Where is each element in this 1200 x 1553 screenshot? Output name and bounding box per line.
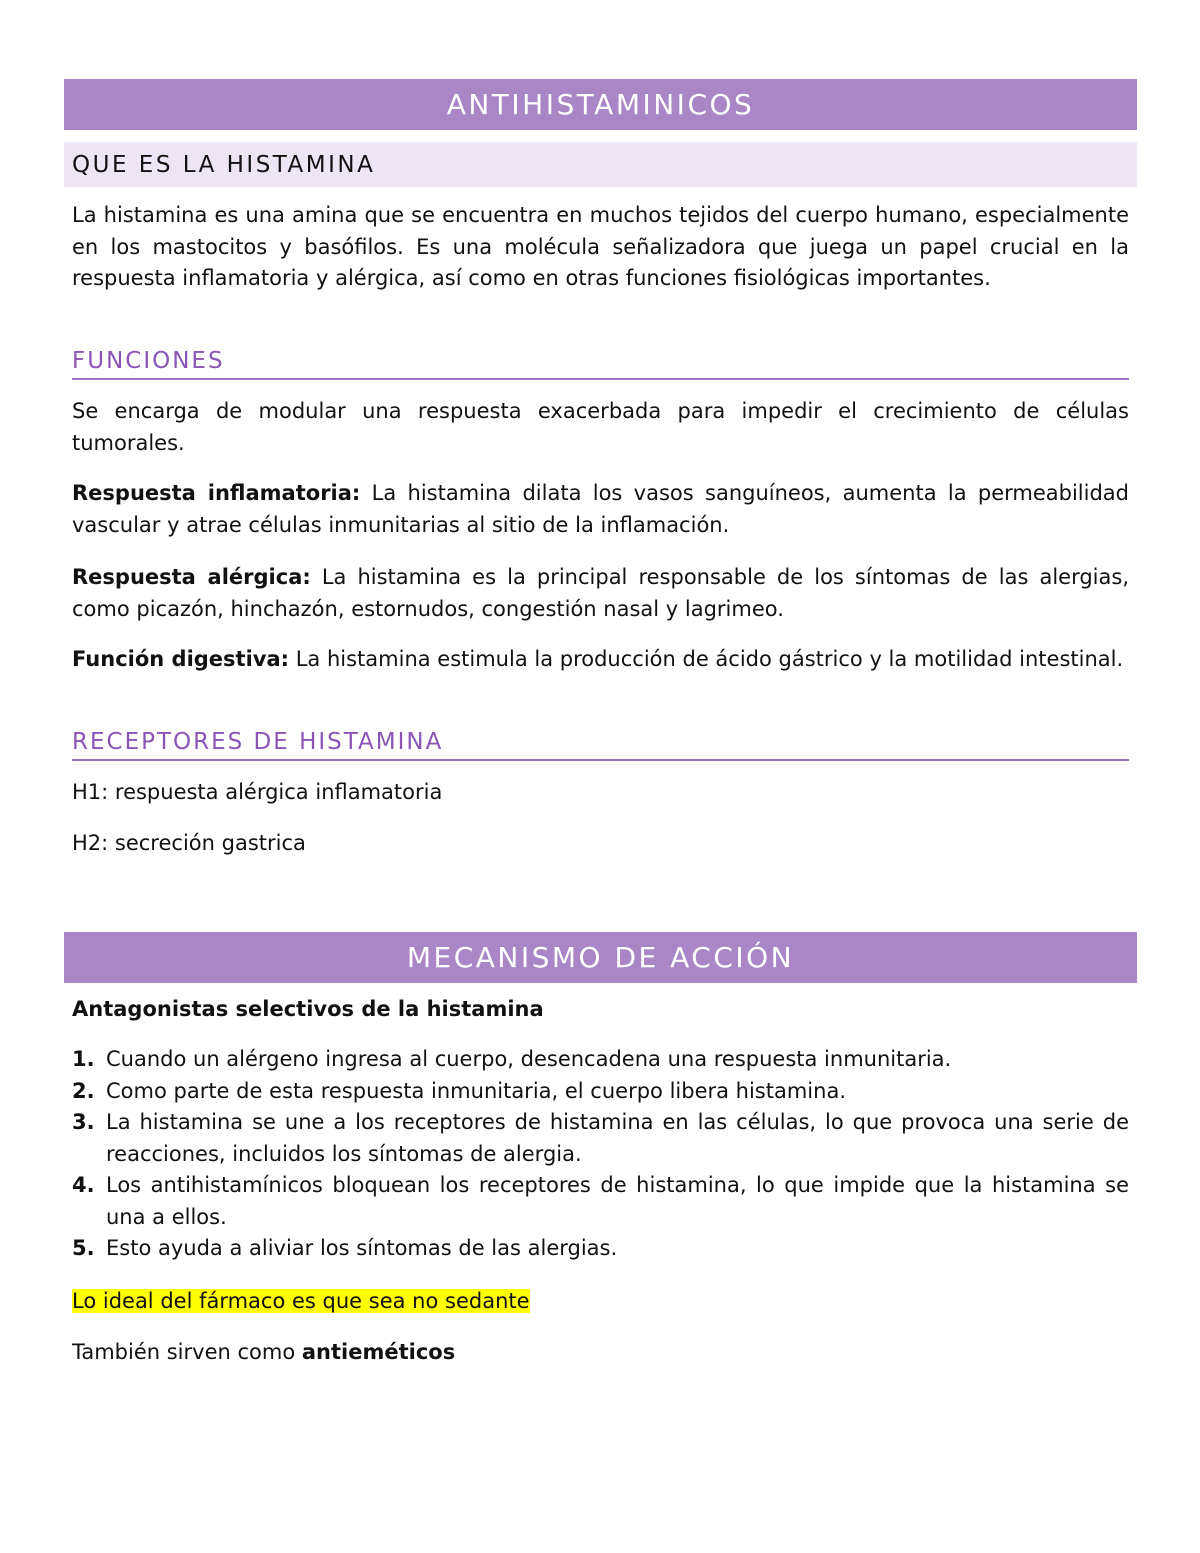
funcion-item-digestiva	[72, 644, 1129, 676]
que-es-paragraph: La histamina es una amina que se encuentra en muchos tejidos del cuerpo humano, especialmente en los mastocitos y basófilos. Es una molécula señalizadora que juega un papel crucial en la respuesta inflamatoria y alérgica, así como en otras funciones fisiológicas importantes.	[72, 203, 1129, 290]
title-banner: ANTIHISTAMINICOS	[64, 79, 1137, 130]
step-number: 4.	[72, 1173, 95, 1197]
step-number: 2.	[72, 1078, 95, 1103]
mecanismo-steps	[72, 1044, 1129, 1265]
also-prefix: También sirven como	[72, 1340, 302, 1364]
funcion-label: Respuesta alérgica:	[72, 565, 311, 589]
funcion-label: Respuesta inflamatoria:	[72, 481, 361, 505]
funcion-item-inflamatoria	[72, 478, 1129, 541]
que-es-heading: QUE ES LA HISTAMINA	[64, 142, 1137, 187]
step-number: 3.	[72, 1110, 95, 1134]
list-item	[72, 1107, 1129, 1170]
also-line	[72, 1337, 1129, 1369]
mecanismo-subheading: Antagonistas selectivos de la histamina	[72, 997, 544, 1021]
list-item	[72, 1170, 1129, 1233]
step-text: Cuando un alérgeno ingresa al cuerpo, desencadena una respuesta inmunitaria.	[106, 1047, 952, 1071]
funcion-label: Función digestiva:	[72, 647, 290, 671]
also-bold: antieméticos	[301, 1340, 456, 1364]
step-number: 5.	[72, 1236, 95, 1260]
step-text: Esto ayuda a aliviar los síntomas de las alergias.	[106, 1236, 618, 1260]
funcion-text: La histamina estimula la producción de ácido gástrico y la motilidad intestinal.	[289, 647, 1124, 671]
list-item	[72, 1044, 1129, 1076]
highlight-note: Lo ideal del fármaco es que sea no sedante	[72, 1289, 530, 1313]
step-number: 1.	[72, 1047, 95, 1071]
funcion-text: La histamina dilata los vasos sanguíneos, aumenta la permeabilidad vascular y atrae células inmunitarias al sitio de la inflamación.	[72, 481, 1129, 537]
funciones-heading: FUNCIONES	[72, 348, 1129, 380]
step-text: Como parte de esta respuesta inmunitaria, el cuerpo libera histamina.	[106, 1078, 846, 1103]
mecanismo-banner: MECANISMO DE ACCIÓN	[64, 932, 1137, 983]
funcion-text: La histamina es la principal responsable de los síntomas de las alergias, como picazón, hinchazón, estornudos, congestión nasal y lagrimeo.	[72, 565, 1129, 621]
receptores-heading: RECEPTORES DE HISTAMINA	[72, 729, 1129, 761]
funciones-intro: Se encarga de modular una respuesta exacerbada para impedir el crecimiento de células tumorales.	[72, 399, 1129, 455]
step-text: La histamina se une a los receptores de histamina en las células, lo que provoca una serie de reacciones, incluidos los síntomas de alergia.	[106, 1110, 1129, 1166]
step-text: Los antihistamínicos bloquean los receptores de histamina, lo que impide que la histamina se una a ellos.	[106, 1173, 1129, 1229]
list-item	[72, 1076, 1129, 1108]
list-item	[72, 1233, 1129, 1265]
receptor-h1: H1: respuesta alérgica inflamatoria	[72, 780, 443, 804]
receptor-h2: H2: secreción gastrica	[72, 831, 306, 855]
highlight-note-line	[72, 1286, 1129, 1318]
funcion-item-alergica	[72, 562, 1129, 625]
